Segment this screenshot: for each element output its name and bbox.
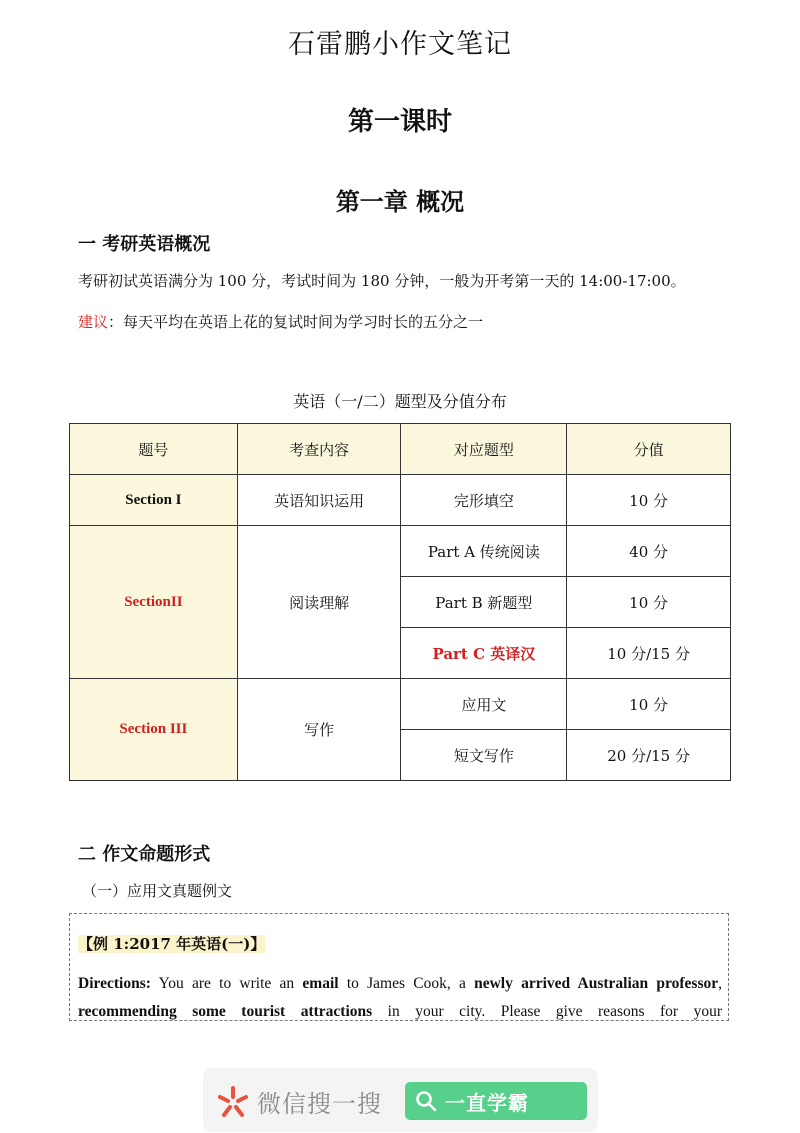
- directions-label: Directions:: [78, 975, 151, 992]
- section2-heading: 二 作文命题形式: [78, 844, 211, 865]
- lesson-title: 第一课时: [347, 107, 452, 137]
- section-2-part-c-score: 10 分/15 分: [567, 628, 731, 679]
- section-3-essay-type: 短文写作: [401, 730, 567, 781]
- directions-bold: recommending some tourist attractions: [78, 1003, 373, 1020]
- section-2-part-c-type: Part C 英译汉: [401, 628, 567, 679]
- section-1-content: 英语知识运用: [237, 475, 401, 526]
- wechat-search-button[interactable]: [405, 1082, 587, 1120]
- section-1-name: Section I: [70, 475, 238, 526]
- search-icon: [415, 1090, 437, 1112]
- example-label: [78, 933, 265, 954]
- table-row: [70, 679, 731, 730]
- directions-part: to James Cook, a: [338, 975, 475, 992]
- section-3-essay-score: 20 分/15 分: [567, 730, 731, 781]
- table-row: [70, 475, 731, 526]
- directions-text: [78, 970, 722, 1021]
- section2-subheading: （一）应用文真题例文: [82, 882, 233, 900]
- section-2-part-a-type: Part A 传统阅读: [401, 526, 567, 577]
- section-2-content: 阅读理解: [237, 526, 401, 679]
- section1-heading: 一 考研英语概况: [78, 234, 211, 255]
- table-header-row: [70, 424, 731, 475]
- directions-bold: newly arrived Australian professor: [474, 975, 719, 992]
- header-content: 考查内容: [237, 424, 401, 475]
- header-number: 题号: [70, 424, 238, 475]
- example-label-text: 【例 1:2017 年英语(一)】: [78, 935, 266, 953]
- advice-text: ：每天平均在英语上花的复试时间为学习时长的五分之一: [108, 313, 484, 331]
- header-score: 分值: [567, 424, 731, 475]
- wechat-search-text: 微信搜一搜: [257, 1090, 382, 1118]
- advice-line: [78, 311, 483, 332]
- section-3-applied-score: 10 分: [567, 679, 731, 730]
- table-row: [70, 526, 731, 577]
- table-caption: 英语（一/二）题型及分值分布: [293, 392, 507, 411]
- section1-paragraph: 考研初试英语满分为 100 分，考试时间为 180 分钟，一般为开考第一天的 14:00-17:00。: [78, 272, 686, 290]
- section-1-score: 10 分: [567, 475, 731, 526]
- chapter-title: 第一章 概况: [335, 187, 465, 216]
- header-type: 对应题型: [401, 424, 567, 475]
- score-distribution-table: [69, 423, 731, 781]
- directions-part: You are to write an: [150, 975, 303, 992]
- wechat-search-button-label: 一直学霸: [445, 1091, 529, 1115]
- section-3-applied-type: 应用文: [401, 679, 567, 730]
- section-3-content: 写作: [237, 679, 401, 781]
- section-2-part-b-score: 10 分: [567, 577, 731, 628]
- section-2-part-b-type: Part B 新题型: [401, 577, 567, 628]
- directions-part: ,: [718, 975, 722, 992]
- wechat-search-logo-icon: [215, 1084, 251, 1120]
- section-2-part-a-score: 40 分: [567, 526, 731, 577]
- wechat-search-banner[interactable]: [203, 1068, 598, 1132]
- example-box: [69, 913, 729, 1021]
- advice-label: 建议: [78, 313, 109, 331]
- directions-bold: email: [302, 975, 339, 992]
- document-title: 石雷鹏小作文笔记: [288, 29, 512, 60]
- section-1-type: 完形填空: [401, 475, 567, 526]
- directions-part: in your city. Please give reasons for your: [372, 1003, 722, 1020]
- section-2-name: SectionII: [70, 526, 238, 679]
- section-3-name: Section III: [70, 679, 238, 781]
